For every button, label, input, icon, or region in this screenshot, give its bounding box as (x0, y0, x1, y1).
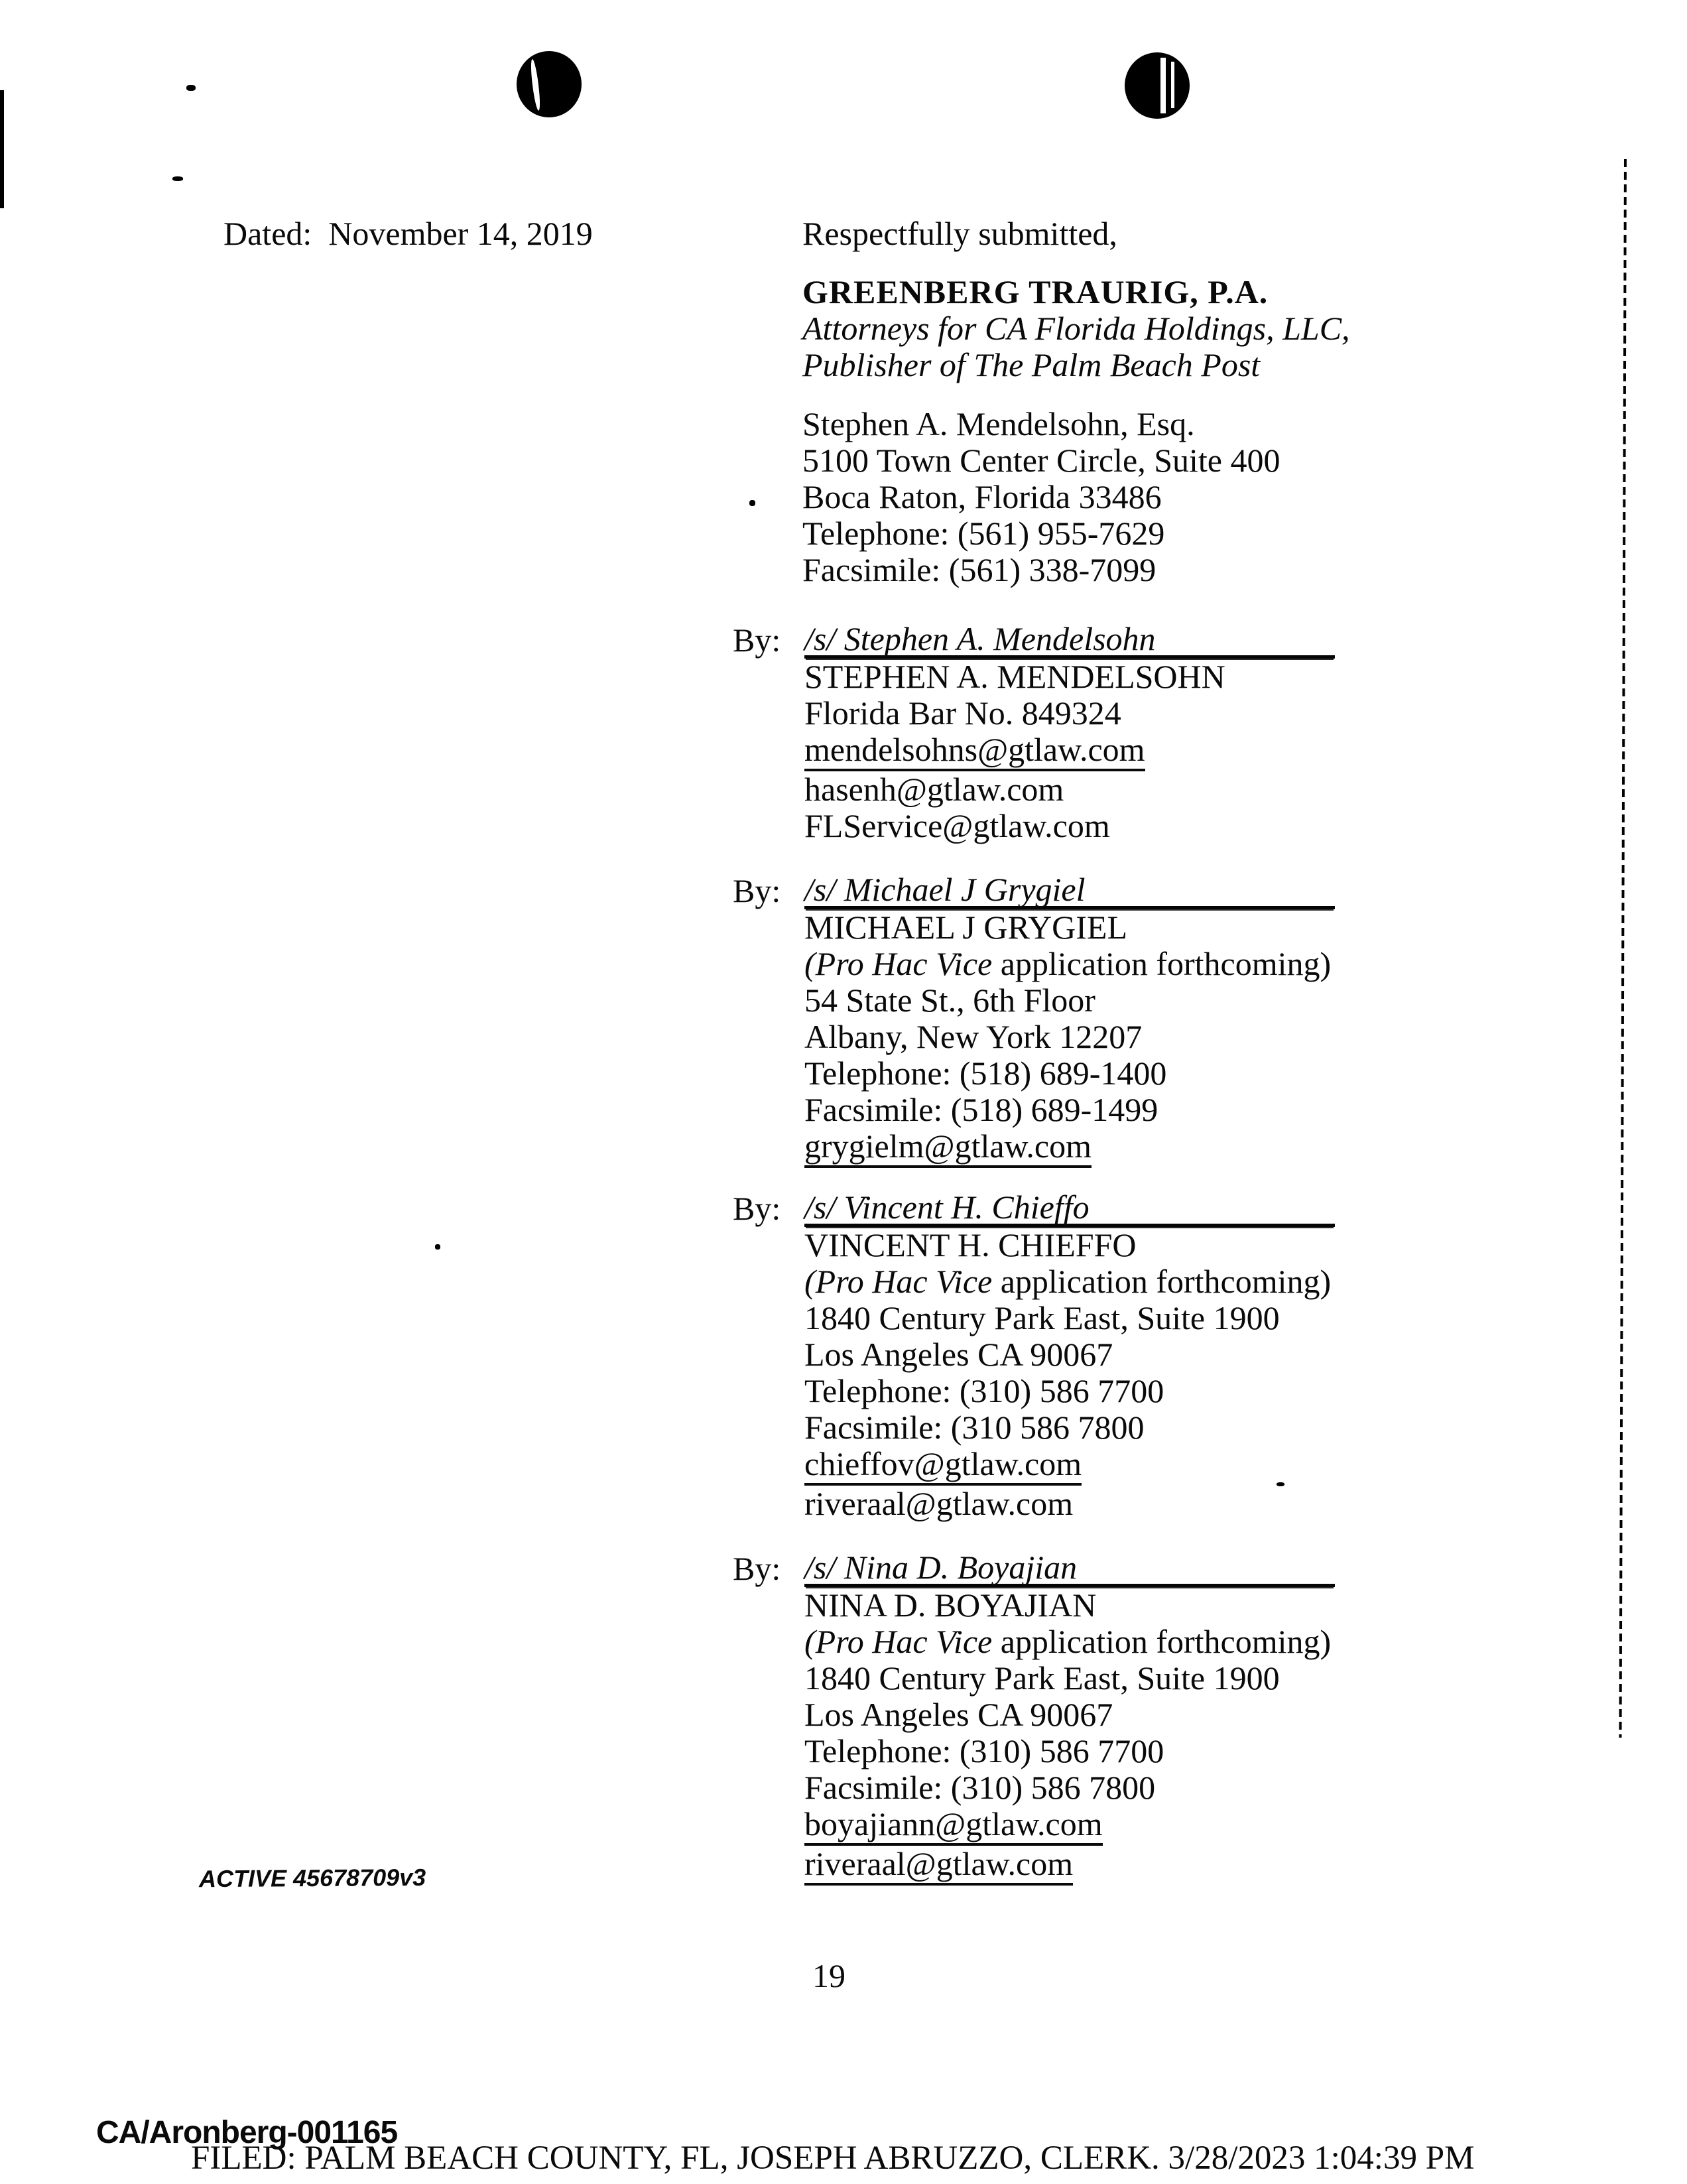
firm-role-line-2: Publisher of The Palm Beach Post (802, 346, 1261, 383)
firm-contact-block (802, 406, 1280, 588)
hole-punch-mark-left (517, 51, 582, 117)
firm-name: GREENBERG TRAURIG, P.A. (802, 273, 1269, 310)
dated-line: Dated: November 14, 2019 (223, 215, 593, 252)
address-line: Boca Raton, Florida 33486 (802, 478, 1162, 515)
telephone-line: Telephone: (310) 586 7700 (804, 1732, 1164, 1769)
email-address: mendelsohns@gtlaw.com (804, 732, 1145, 771)
address-line: Albany, New York 12207 (804, 1018, 1143, 1055)
hole-punch-mark-right (1125, 52, 1190, 119)
facsimile-line: Facsimile: (518) 689-1499 (804, 1091, 1158, 1128)
by-label: By: (733, 872, 781, 909)
bates-number: CA/Aronberg-001165 (96, 2115, 398, 2150)
firm-role-line-1: Attorneys for CA Florida Holdings, LLC, (802, 310, 1350, 347)
filing-stamp: FILED: PALM BEACH COUNTY, FL, JOSEPH ABRUZZO, CLERK. 3/28/2023 1:04:39 PM (191, 2140, 1475, 2177)
pro-hac-vice-italic: (Pro Hac Vice (804, 1263, 993, 1300)
email-address: FLService@gtlaw.com (804, 807, 1110, 844)
signature-content (804, 873, 1335, 1168)
scan-speck (435, 1244, 440, 1250)
scan-speck (749, 500, 755, 506)
signer-name: VINCENT H. CHIEFFO (804, 1226, 1137, 1263)
signer-name: NINA D. BOYAJIAN (804, 1586, 1097, 1624)
pro-hac-vice-italic: (Pro Hac Vice (804, 1623, 993, 1660)
signer-name: STEPHEN A. MENDELSOHN (804, 658, 1225, 695)
scan-speck (186, 85, 196, 91)
telephone-line: Telephone: (310) 586 7700 (804, 1372, 1164, 1409)
page-number: 19 (812, 1957, 845, 1994)
address-line: 5100 Town Center Circle, Suite 400 (802, 442, 1281, 479)
by-label: By: (733, 621, 781, 659)
signer-name: MICHAEL J GRYGIEL (804, 909, 1128, 946)
signature-text: /s/ Michael J Grygiel (804, 871, 1086, 908)
telephone-line: Telephone: (518) 689-1400 (804, 1055, 1167, 1092)
facsimile-line: Facsimile: (310) 586 7800 (804, 1769, 1156, 1806)
email-address: grygielm@gtlaw.com (804, 1128, 1092, 1168)
scan-streak (1160, 58, 1166, 113)
firm-block (802, 274, 1350, 383)
attorney-name-line: Stephen A. Mendelsohn, Esq. (802, 405, 1195, 442)
respectfully-submitted-line: Respectfully submitted, (802, 215, 1117, 252)
facsimile-line: Facsimile: (310 586 7800 (804, 1409, 1145, 1446)
email-address: chieffov@gtlaw.com (804, 1446, 1082, 1486)
facsimile-line: Facsimile: (561) 338-7099 (802, 551, 1156, 588)
by-label: By: (733, 1190, 781, 1227)
document-id-stamp: ACTIVE 45678709v3 (198, 1863, 426, 1893)
signature-content (804, 1190, 1335, 1522)
signature-text: /s/ Nina D. Boyajian (804, 1549, 1078, 1586)
signature-text: /s/ Vincent H. Chieffo (804, 1188, 1090, 1226)
address-line: 1840 Century Park East, Suite 1900 (804, 1299, 1280, 1336)
pro-hac-vice-rest: application forthcoming) (992, 1623, 1332, 1660)
email-address: riveraal@gtlaw.com (804, 1846, 1073, 1886)
scan-streak (529, 59, 541, 111)
address-line: Los Angeles CA 90067 (804, 1696, 1113, 1733)
address-line: 54 State St., 6th Floor (804, 982, 1095, 1019)
scan-edge-bar (0, 90, 4, 208)
by-label: By: (733, 1550, 781, 1587)
pro-hac-vice-rest: application forthcoming) (992, 1263, 1332, 1300)
email-address: riveraal@gtlaw.com (804, 1485, 1074, 1522)
email-address: hasenh@gtlaw.com (804, 771, 1064, 808)
address-line: 1840 Century Park East, Suite 1900 (804, 1659, 1280, 1697)
email-address: boyajiann@gtlaw.com (804, 1806, 1103, 1846)
telephone-line: Telephone: (561) 955-7629 (802, 515, 1165, 552)
pro-hac-vice-rest: application forthcoming) (992, 945, 1332, 982)
scan-streak (1171, 62, 1174, 108)
scan-speck (172, 176, 183, 181)
address-line: Los Angeles CA 90067 (804, 1336, 1113, 1373)
bar-number-line: Florida Bar No. 849324 (804, 694, 1121, 732)
scan-artifact-line (1619, 159, 1627, 1738)
signature-text: /s/ Stephen A. Mendelsohn (804, 620, 1156, 657)
pro-hac-vice-italic: (Pro Hac Vice (804, 945, 993, 982)
signature-content (804, 1551, 1335, 1886)
signature-content (804, 622, 1335, 844)
